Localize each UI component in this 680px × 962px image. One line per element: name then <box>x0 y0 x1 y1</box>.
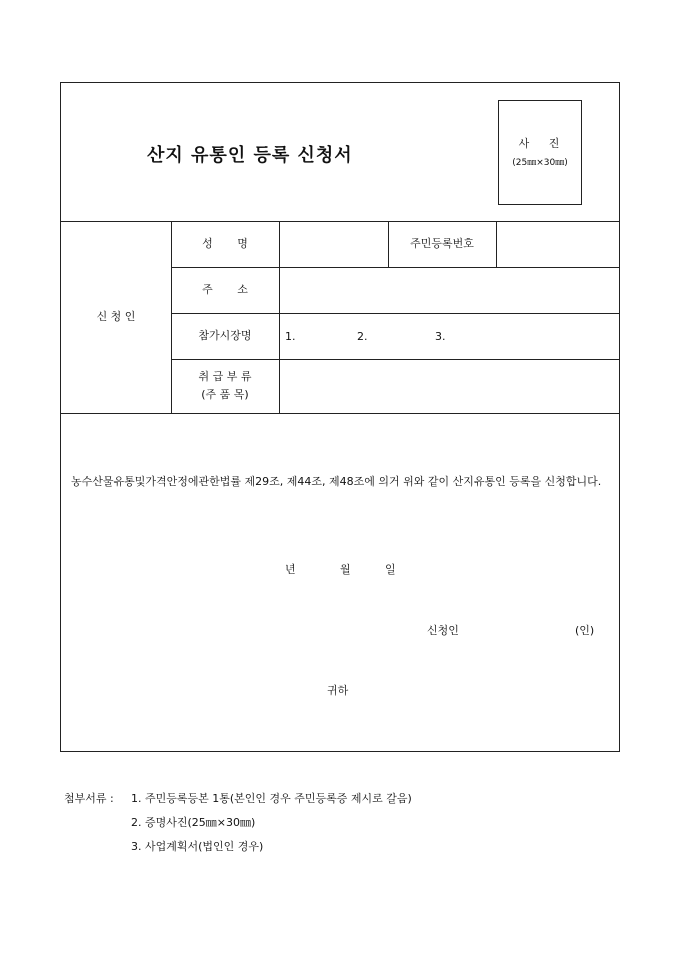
name-value[interactable] <box>281 223 386 265</box>
market-slot-1: 1. <box>285 330 296 343</box>
row-divider <box>171 313 619 314</box>
handling-value[interactable] <box>281 361 616 411</box>
attachment-item-2: 2. 증명사진(25㎜×30㎜) <box>131 816 256 829</box>
address-label: 주 소 <box>202 283 248 296</box>
handling-label-line2: (주 품 목) <box>201 388 249 401</box>
resident-label-divider <box>496 221 497 267</box>
name-label: 성 명 <box>202 237 248 250</box>
resident-number-value[interactable] <box>498 223 616 265</box>
recipient: 귀하 <box>327 684 349 697</box>
photo-box <box>498 100 582 205</box>
date-month: 월 <box>340 563 351 576</box>
attachment-item-1: 1. 주민등록등본 1통(본인인 경우 주민등록증 제시로 갈음) <box>131 792 412 805</box>
table-bottom-divider <box>61 413 619 414</box>
application-statement: 농수산물유통및가격안정에관한법률 제29조, 제44조, 제48조에 의거 위와 같이 산지유통인 등록을 신청합니다. <box>71 475 602 488</box>
address-value[interactable] <box>281 269 616 311</box>
date-year: 년 <box>285 563 296 576</box>
market-slot-3: 3. <box>435 330 446 343</box>
signature-label: 신청인 <box>427 624 459 637</box>
header-divider <box>61 221 619 222</box>
label-column-divider <box>279 221 280 413</box>
applicant-section-label: 신 청 인 <box>96 310 136 323</box>
attachment-item-3: 3. 사업계획서(법인인 경우) <box>131 840 264 853</box>
row-divider <box>171 359 619 360</box>
photo-size: (25㎜×30㎜) <box>512 158 568 168</box>
market-label: 참가시장명 <box>198 329 252 342</box>
market-slot-2: 2. <box>357 330 368 343</box>
photo-label: 사 진 <box>518 137 568 150</box>
seal-mark: (인) <box>575 624 595 637</box>
attachments-heading: 첨부서류 : <box>64 792 114 805</box>
resident-number-label: 주민등록번호 <box>410 237 474 250</box>
row-divider <box>171 267 619 268</box>
application-form <box>60 82 620 752</box>
form-title: 산지 유통인 등록 신청서 <box>147 145 353 166</box>
date-day: 일 <box>385 563 396 576</box>
handling-label-line1: 취 급 부 류 <box>198 370 252 383</box>
